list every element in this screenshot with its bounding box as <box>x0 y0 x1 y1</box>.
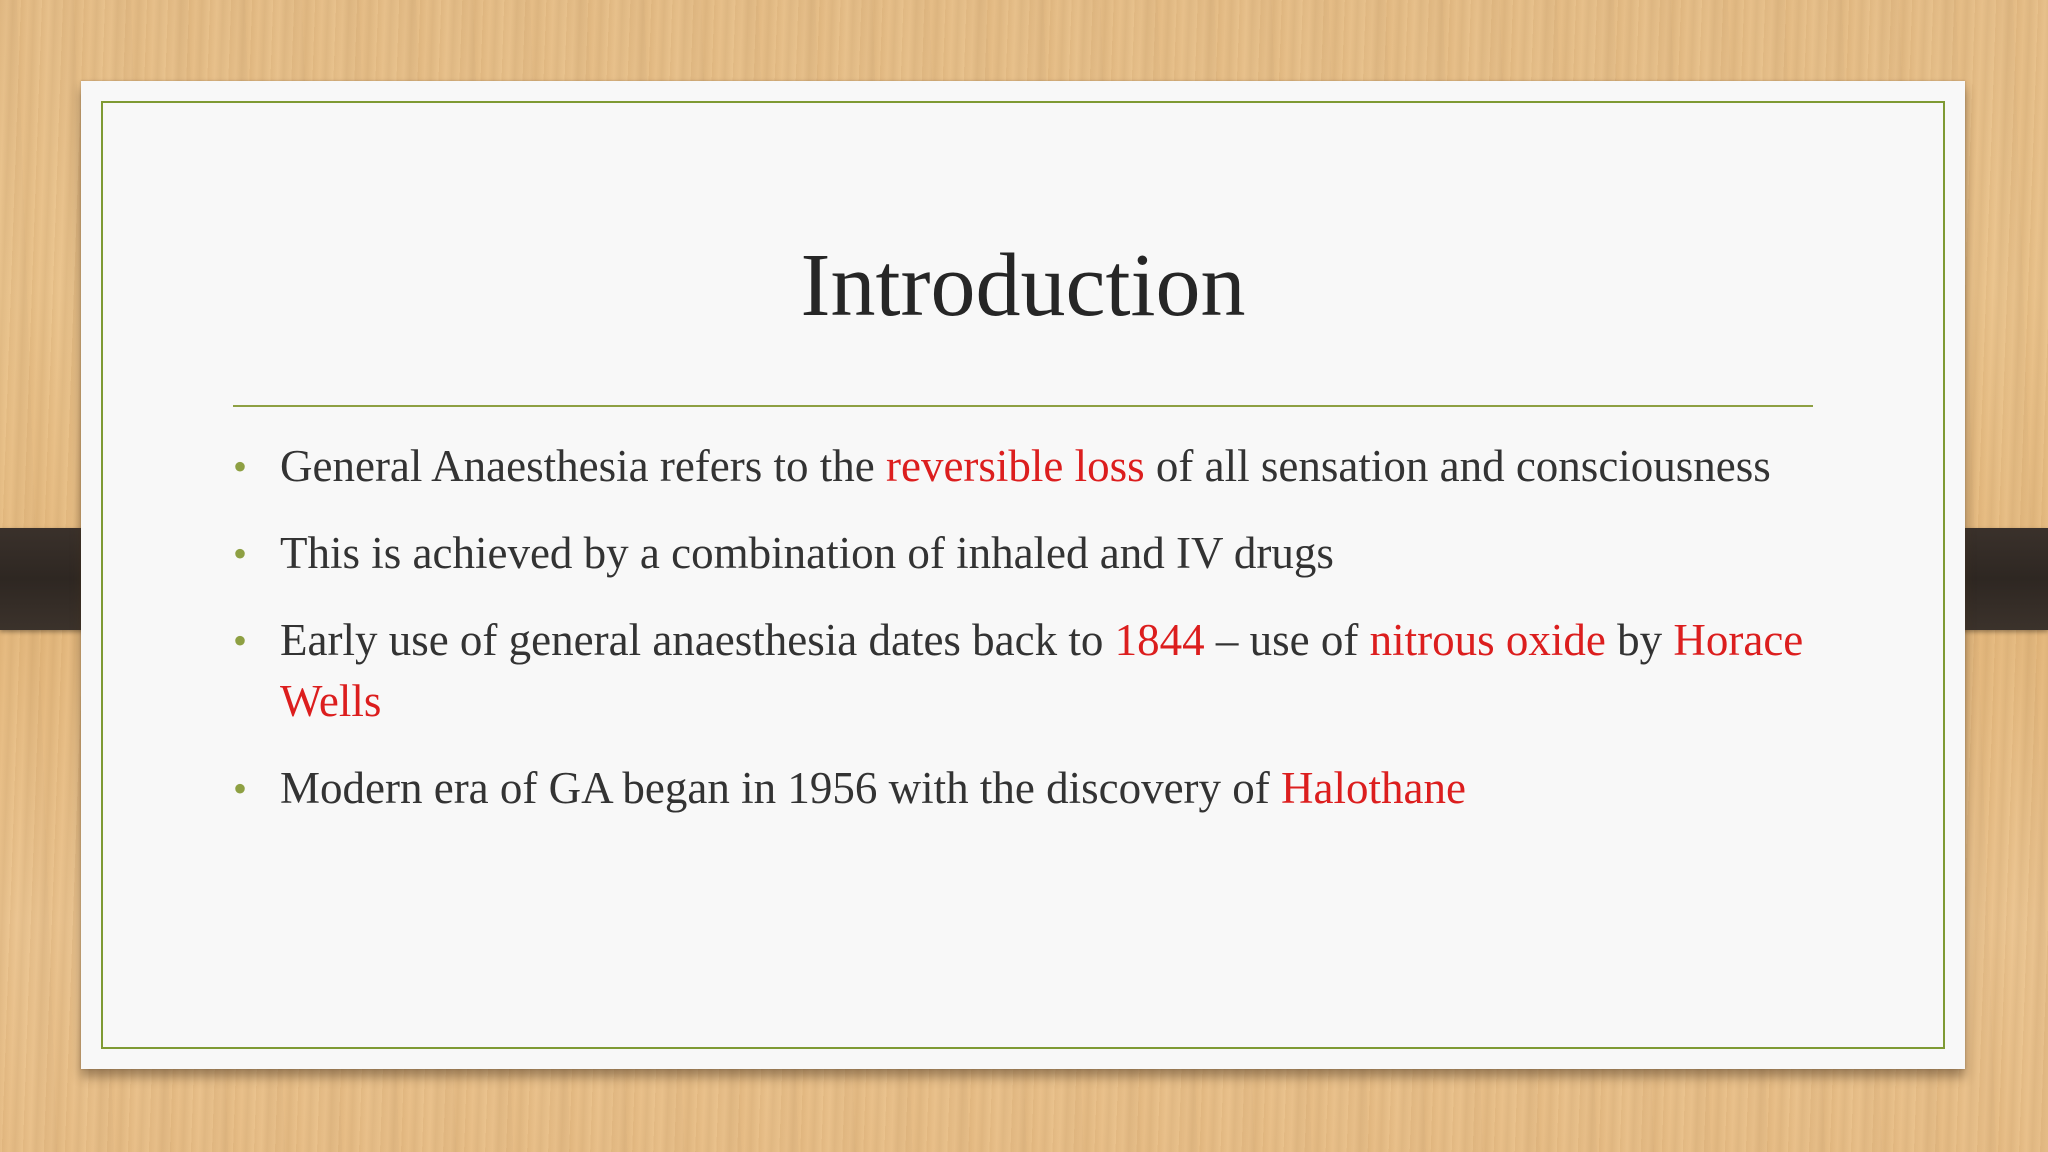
highlight-text: Horace Wells <box>280 615 1804 726</box>
bullet-item <box>233 436 1873 497</box>
highlight-text: 1844 <box>1114 615 1205 665</box>
bullet-icon: • <box>233 444 248 489</box>
bullet-text: Early use of general anaesthesia dates back to <box>280 615 1115 665</box>
title-divider <box>233 405 1813 407</box>
bullet-icon: • <box>233 766 248 811</box>
bullet-text: by <box>1605 615 1674 665</box>
bullet-item <box>233 758 1873 819</box>
highlight-text: Halothane <box>1281 763 1466 813</box>
slide-card <box>81 81 1965 1069</box>
bullet-icon: • <box>233 618 248 663</box>
bullet-icon: • <box>233 531 248 576</box>
bullet-list <box>233 436 1873 819</box>
bullet-item <box>233 523 1873 584</box>
highlight-text: nitrous oxide <box>1369 615 1606 665</box>
bullet-text: Modern era of GA began in 1956 with the discovery of <box>280 763 1282 813</box>
slide-title: Introduction <box>800 236 1246 335</box>
bullet-text: General Anaesthesia refers to the <box>280 441 886 491</box>
bullet-text: This is achieved by a combination of inhaled and IV drugs <box>280 528 1334 578</box>
bullet-text: of all sensation and consciousness <box>1144 441 1771 491</box>
highlight-text: reversible loss <box>885 441 1145 491</box>
bullet-text: – use of <box>1204 615 1370 665</box>
bullet-item <box>233 610 1873 732</box>
